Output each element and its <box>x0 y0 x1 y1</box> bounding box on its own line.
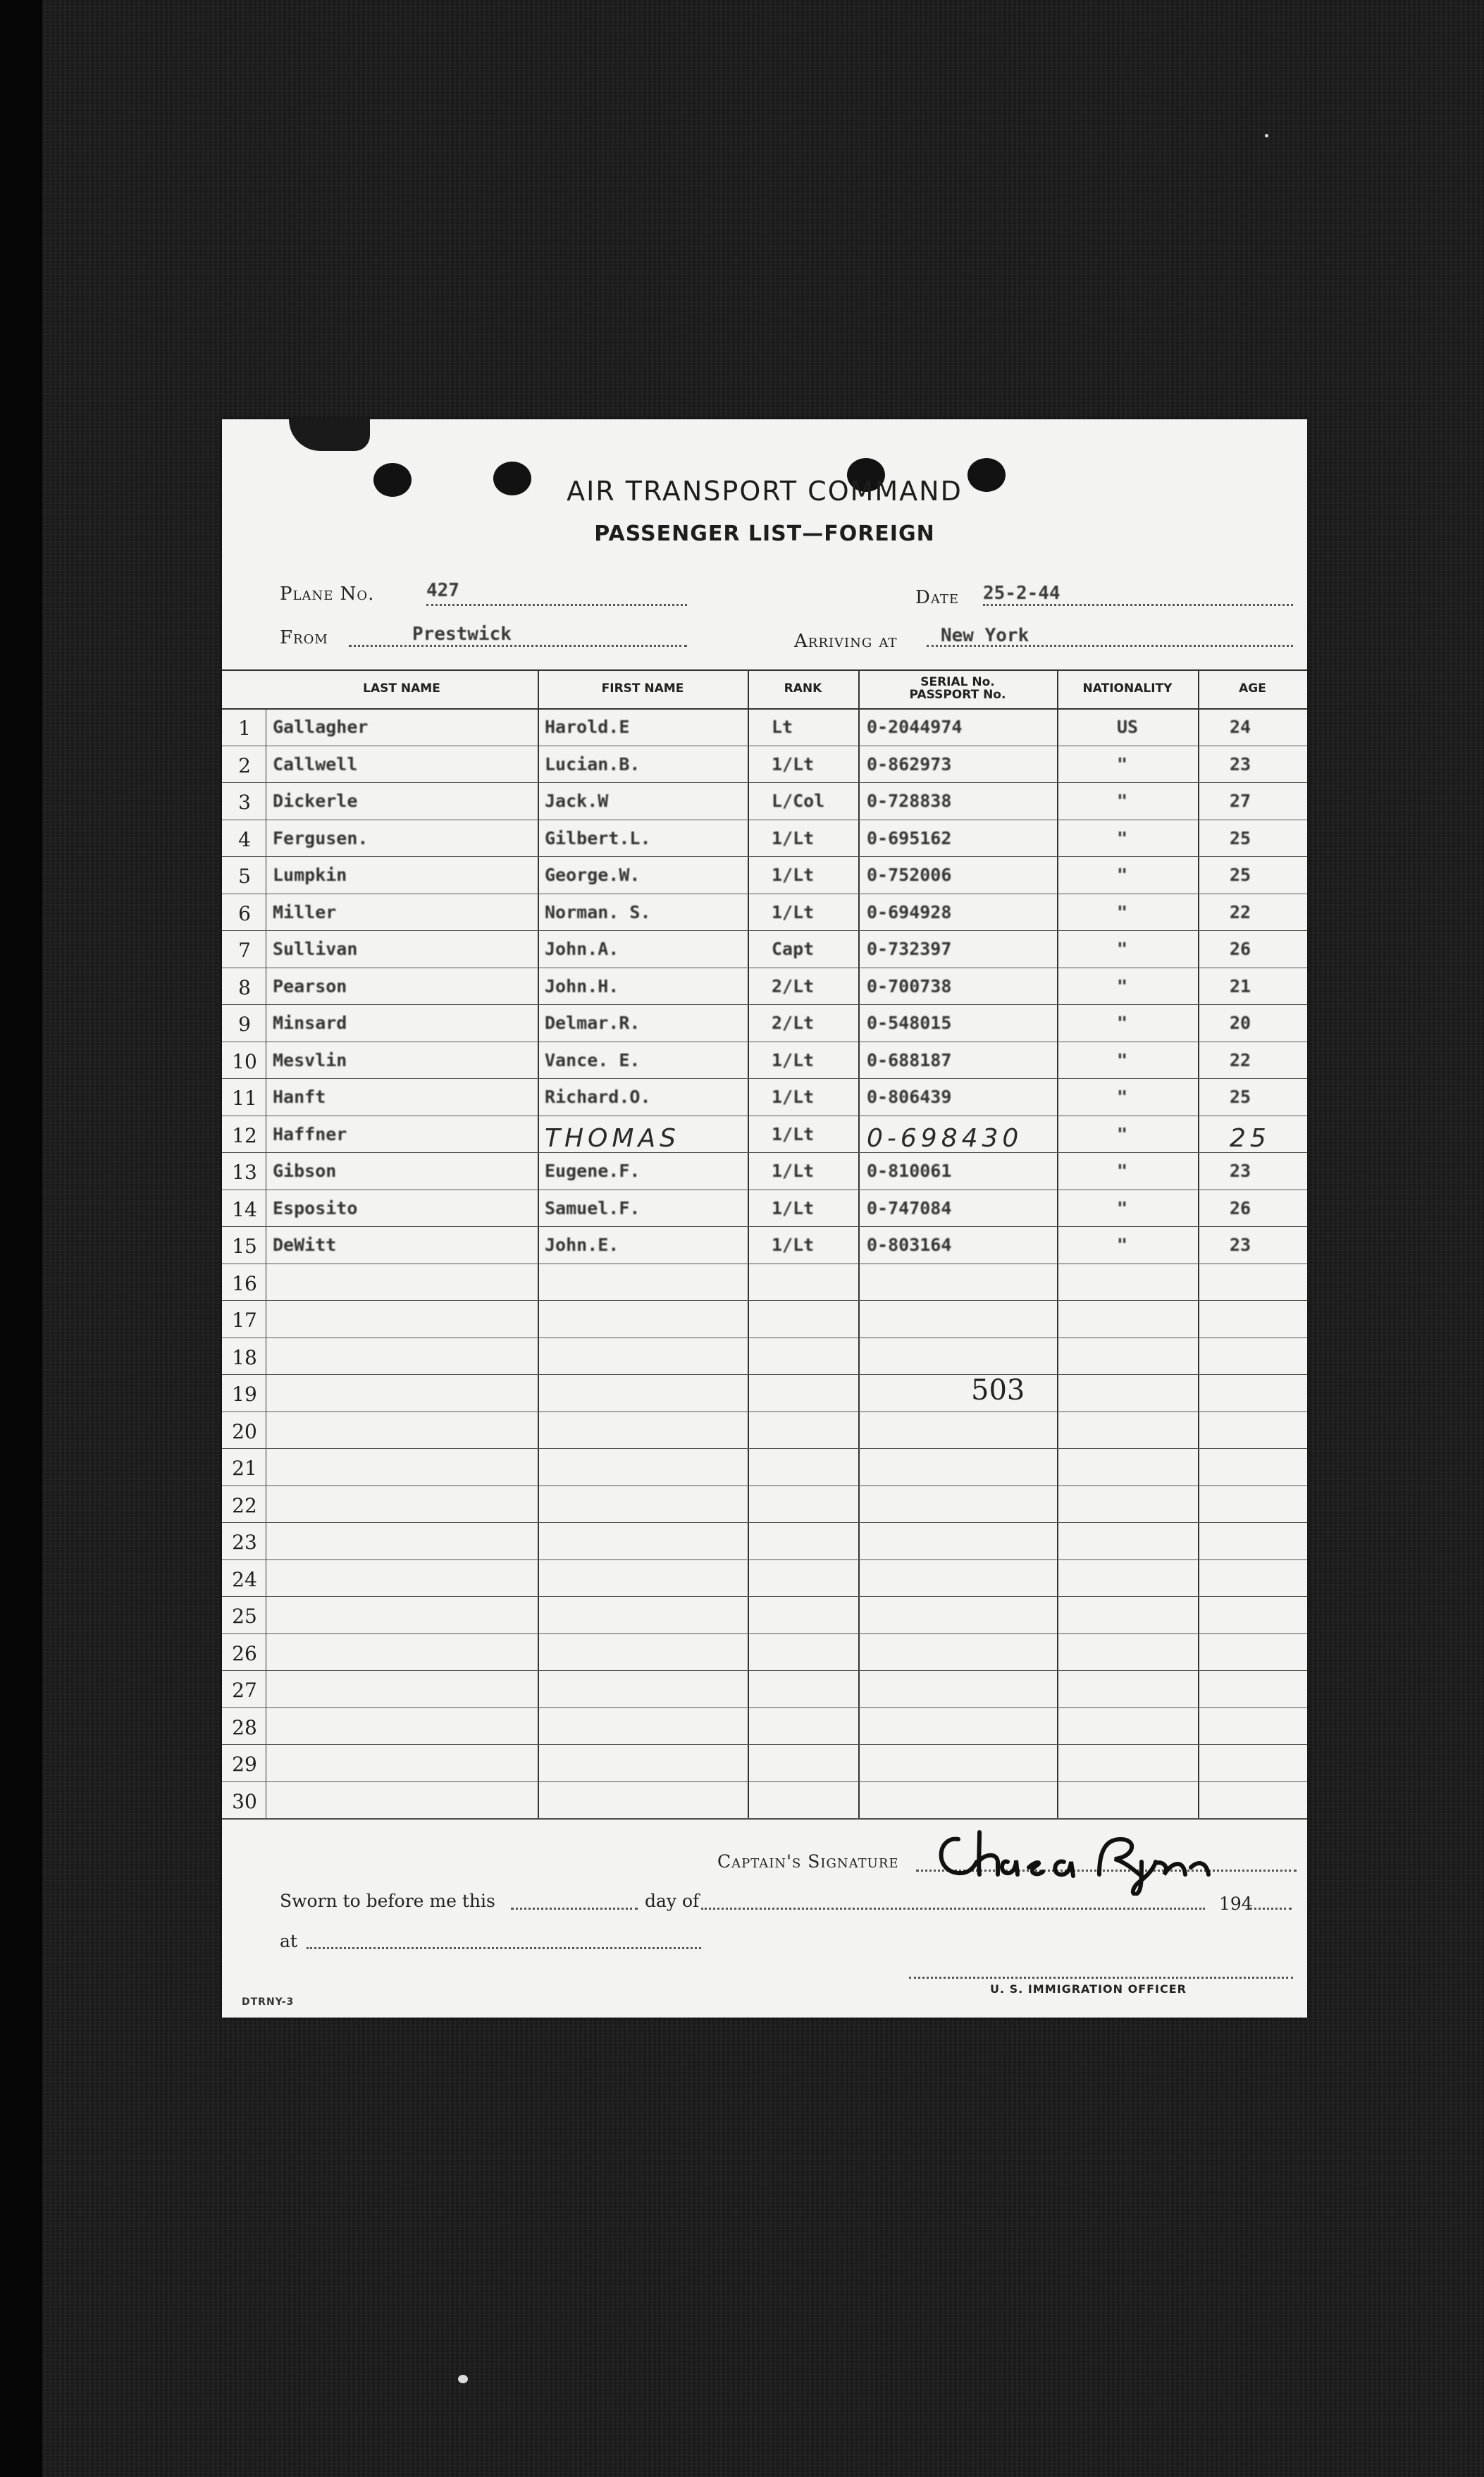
sworn-day-line <box>511 1908 638 1910</box>
day-of-label: day of <box>645 1891 700 1911</box>
last-name-cell: Gallagher <box>273 717 369 737</box>
last-name-cell: Dickerle <box>273 791 358 811</box>
immigration-officer-label: U. S. IMMIGRATION OFFICER <box>990 1982 1187 1996</box>
last-name-cell: Callwell <box>273 753 358 774</box>
rank-cell: 1/Lt <box>772 865 815 885</box>
passenger-table <box>222 669 1307 1822</box>
serial-passport-cell: 0-803164 <box>867 1235 952 1255</box>
row-divider <box>222 782 1307 783</box>
column-header-age: AGE <box>1239 681 1266 696</box>
col-divider <box>748 669 749 1818</box>
serial-passport-cell: 0-806439 <box>867 1087 952 1107</box>
age-cell: 25 <box>1230 1123 1270 1153</box>
rank-cell: 2/Lt <box>772 975 815 996</box>
age-cell: 22 <box>1230 1049 1251 1070</box>
sworn-label: Sworn to before me this <box>280 1891 495 1911</box>
from-label: From <box>280 627 328 648</box>
rank-cell: L/Col <box>772 791 825 811</box>
at-line <box>307 1947 701 1949</box>
last-name-cell: Minsard <box>273 1013 347 1033</box>
nationality-cell: " <box>1117 1087 1128 1107</box>
first-name-cell: John.H. <box>545 975 619 996</box>
age-cell: 27 <box>1230 791 1251 811</box>
first-name-cell: John.A. <box>545 939 619 959</box>
rank-cell: 1/Lt <box>772 1049 815 1070</box>
corner-damage <box>289 419 370 451</box>
row-number: 5 <box>238 865 251 888</box>
row-number: 19 <box>232 1383 257 1406</box>
last-name-cell: Fergusen. <box>273 827 369 848</box>
row-divider <box>222 1374 1307 1375</box>
arriving-at-label: Arriving at <box>794 631 898 652</box>
row-divider <box>222 1596 1307 1597</box>
last-name-cell: Haffner <box>273 1123 347 1144</box>
arriving-at-value: New York <box>941 625 1029 646</box>
nationality-cell: " <box>1117 1123 1128 1144</box>
row-divider <box>222 1707 1307 1708</box>
first-name-cell: Gilbert.L. <box>545 827 651 848</box>
last-name-cell: Pearson <box>273 975 347 996</box>
nationality-cell: " <box>1117 753 1128 774</box>
officer-signature-line <box>909 1977 1293 1979</box>
serial-passport-cell: 0-728838 <box>867 791 952 811</box>
rank-cell: 1/Lt <box>772 1087 815 1107</box>
serial-passport-cell: 0-810061 <box>867 1161 952 1181</box>
first-name-cell: Lucian.B. <box>545 753 641 774</box>
nationality-cell: " <box>1117 1161 1128 1181</box>
row-divider <box>222 1781 1307 1782</box>
age-cell: 25 <box>1230 1087 1251 1107</box>
serial-passport-cell: 0-548015 <box>867 1013 952 1033</box>
passenger-list-form <box>222 419 1307 2018</box>
row-number: 8 <box>238 975 251 999</box>
date-line <box>983 604 1293 606</box>
serial-passport-cell: 0-695162 <box>867 827 952 848</box>
serial-passport-cell: 0-862973 <box>867 753 952 774</box>
nationality-cell: " <box>1117 827 1128 848</box>
handwritten-number: 503 <box>971 1374 1025 1407</box>
row-divider <box>222 1448 1307 1449</box>
first-name-cell: Samuel.F. <box>545 1197 641 1218</box>
captain-signature <box>930 1818 1254 1896</box>
rank-cell: 1/Lt <box>772 901 815 922</box>
serial-passport-cell: 0-698430 <box>867 1123 1023 1153</box>
plane-no-line <box>426 604 687 606</box>
row-number: 23 <box>232 1531 257 1554</box>
film-speck <box>1265 134 1268 137</box>
row-number: 16 <box>232 1271 257 1295</box>
age-cell: 25 <box>1230 865 1251 885</box>
row-number: 24 <box>232 1567 257 1591</box>
first-name-cell: Eugene.F. <box>545 1161 641 1181</box>
age-cell: 23 <box>1230 1235 1251 1255</box>
date-label: Date <box>915 587 960 608</box>
row-number: 3 <box>238 791 251 814</box>
column-header-first-name: FIRST NAME <box>601 681 684 696</box>
age-cell: 25 <box>1230 827 1251 848</box>
sworn-year-line <box>1249 1908 1292 1910</box>
age-cell: 24 <box>1230 717 1251 737</box>
first-name-cell: George.W. <box>545 865 641 885</box>
row-divider <box>222 1670 1307 1671</box>
row-number: 25 <box>232 1605 257 1628</box>
row-number: 13 <box>232 1161 257 1184</box>
row-number: 30 <box>232 1789 257 1813</box>
form-code: DTRNY-3 <box>242 1996 295 2008</box>
age-cell: 26 <box>1230 1197 1251 1218</box>
first-name-cell: John.E. <box>545 1235 619 1255</box>
last-name-cell: Mesvlin <box>273 1049 347 1070</box>
row-divider <box>222 1633 1307 1634</box>
serial-passport-cell: 0-700738 <box>867 975 952 996</box>
nationality-cell: " <box>1117 975 1128 996</box>
age-cell: 22 <box>1230 901 1251 922</box>
serial-passport-cell: 0-2044974 <box>867 717 963 737</box>
last-name-cell: DeWitt <box>273 1235 337 1255</box>
film-edge <box>0 0 42 2477</box>
film-speck <box>458 2375 468 2383</box>
rank-cell: 1/Lt <box>772 1197 815 1218</box>
rank-cell: 1/Lt <box>772 827 815 848</box>
first-name-cell: Delmar.R. <box>545 1013 641 1033</box>
serial-passport-cell: 0-752006 <box>867 865 952 885</box>
row-number: 22 <box>232 1493 257 1517</box>
column-header-nationality: NATIONALITY <box>1082 681 1173 696</box>
row-number: 17 <box>232 1309 257 1332</box>
rank-cell: Capt <box>772 939 815 959</box>
last-name-cell: Lumpkin <box>273 865 347 885</box>
nationality-cell: " <box>1117 1197 1128 1218</box>
row-number: 6 <box>238 901 251 925</box>
row-divider <box>222 1485 1307 1486</box>
column-header-serial-passport: SERIAL No. PASSPORT No. <box>909 674 1006 702</box>
row-divider <box>222 1226 1307 1227</box>
row-divider <box>222 1152 1307 1153</box>
row-number: 26 <box>232 1641 257 1665</box>
row-divider <box>222 1300 1307 1301</box>
first-name-cell: Vance. E. <box>545 1049 641 1070</box>
nationality-cell: " <box>1117 939 1128 959</box>
rank-cell: 1/Lt <box>772 1161 815 1181</box>
from-value: Prestwick <box>412 624 512 645</box>
table-header-border <box>222 708 1307 710</box>
column-header-rank: RANK <box>784 681 822 696</box>
serial-passport-cell: 0-688187 <box>867 1049 952 1070</box>
row-number: 2 <box>238 753 251 777</box>
col-divider <box>1198 669 1199 1818</box>
nationality-cell: " <box>1117 1235 1128 1255</box>
age-cell: 26 <box>1230 939 1251 959</box>
serial-passport-cell: 0-694928 <box>867 901 952 922</box>
nationality-cell: US <box>1117 717 1139 737</box>
last-name-cell: Gibson <box>273 1161 337 1181</box>
rank-cell: 1/Lt <box>772 753 815 774</box>
first-name-cell: Richard.O. <box>545 1087 651 1107</box>
rank-cell: 2/Lt <box>772 1013 815 1033</box>
column-header-last-name: LAST NAME <box>363 681 440 696</box>
year-label: 194 <box>1219 1894 1253 1914</box>
age-cell: 20 <box>1230 1013 1251 1033</box>
row-number: 1 <box>238 717 251 740</box>
row-divider <box>222 1559 1307 1560</box>
row-divider <box>222 1522 1307 1523</box>
serial-passport-cell: 0-732397 <box>867 939 952 959</box>
date-value: 25-2-44 <box>983 583 1061 604</box>
row-number: 27 <box>232 1679 257 1702</box>
last-name-cell: Hanft <box>273 1087 326 1107</box>
row-divider <box>222 1004 1307 1005</box>
row-number: 18 <box>232 1345 257 1369</box>
first-name-cell: Norman. S. <box>545 901 651 922</box>
last-name-cell: Esposito <box>273 1197 358 1218</box>
first-name-cell: Harold.E <box>545 717 630 737</box>
plane-no-label: Plane No. <box>280 583 375 605</box>
last-name-cell: Sullivan <box>273 939 358 959</box>
nationality-cell: " <box>1117 865 1128 885</box>
row-number: 29 <box>232 1753 257 1776</box>
serial-passport-cell: 0-747084 <box>867 1197 952 1218</box>
age-cell: 23 <box>1230 1161 1251 1181</box>
nationality-cell: " <box>1117 1013 1128 1033</box>
age-cell: 23 <box>1230 753 1251 774</box>
form-title: AIR TRANSPORT COMMAND <box>567 476 963 507</box>
nationality-cell: " <box>1117 791 1128 811</box>
captain-signature-label: Captain's Signature <box>717 1851 899 1872</box>
col-divider <box>538 669 539 1818</box>
row-divider <box>222 1078 1307 1079</box>
row-number: 20 <box>232 1419 257 1443</box>
row-number: 14 <box>232 1197 257 1221</box>
col-divider <box>1057 669 1058 1818</box>
nationality-cell: " <box>1117 901 1128 922</box>
rank-cell: 1/Lt <box>772 1123 815 1144</box>
row-number: 10 <box>232 1049 257 1073</box>
age-cell: 21 <box>1230 975 1251 996</box>
at-label: at <box>280 1931 297 1951</box>
from-line <box>349 645 687 647</box>
row-divider <box>222 856 1307 857</box>
first-name-cell: THOMAS <box>545 1123 680 1153</box>
row-number: 12 <box>232 1123 257 1147</box>
last-name-cell: Miller <box>273 901 337 922</box>
row-number: 7 <box>238 939 251 962</box>
row-number: 9 <box>238 1013 251 1036</box>
row-number: 15 <box>232 1235 257 1258</box>
row-number: 28 <box>232 1715 257 1739</box>
row-divider <box>222 930 1307 931</box>
plane-no-value: 427 <box>426 580 459 601</box>
row-divider <box>222 1744 1307 1745</box>
rank-cell: 1/Lt <box>772 1235 815 1255</box>
row-number: 21 <box>232 1457 257 1480</box>
sworn-month-line <box>701 1908 1205 1910</box>
first-name-cell: Jack.W <box>545 791 609 811</box>
row-number: 4 <box>238 827 251 851</box>
nationality-cell: " <box>1117 1049 1128 1070</box>
form-subtitle: PASSENGER LIST—FOREIGN <box>594 521 935 546</box>
row-number: 11 <box>232 1087 257 1110</box>
rank-cell: Lt <box>772 717 793 737</box>
col-divider <box>858 669 860 1818</box>
